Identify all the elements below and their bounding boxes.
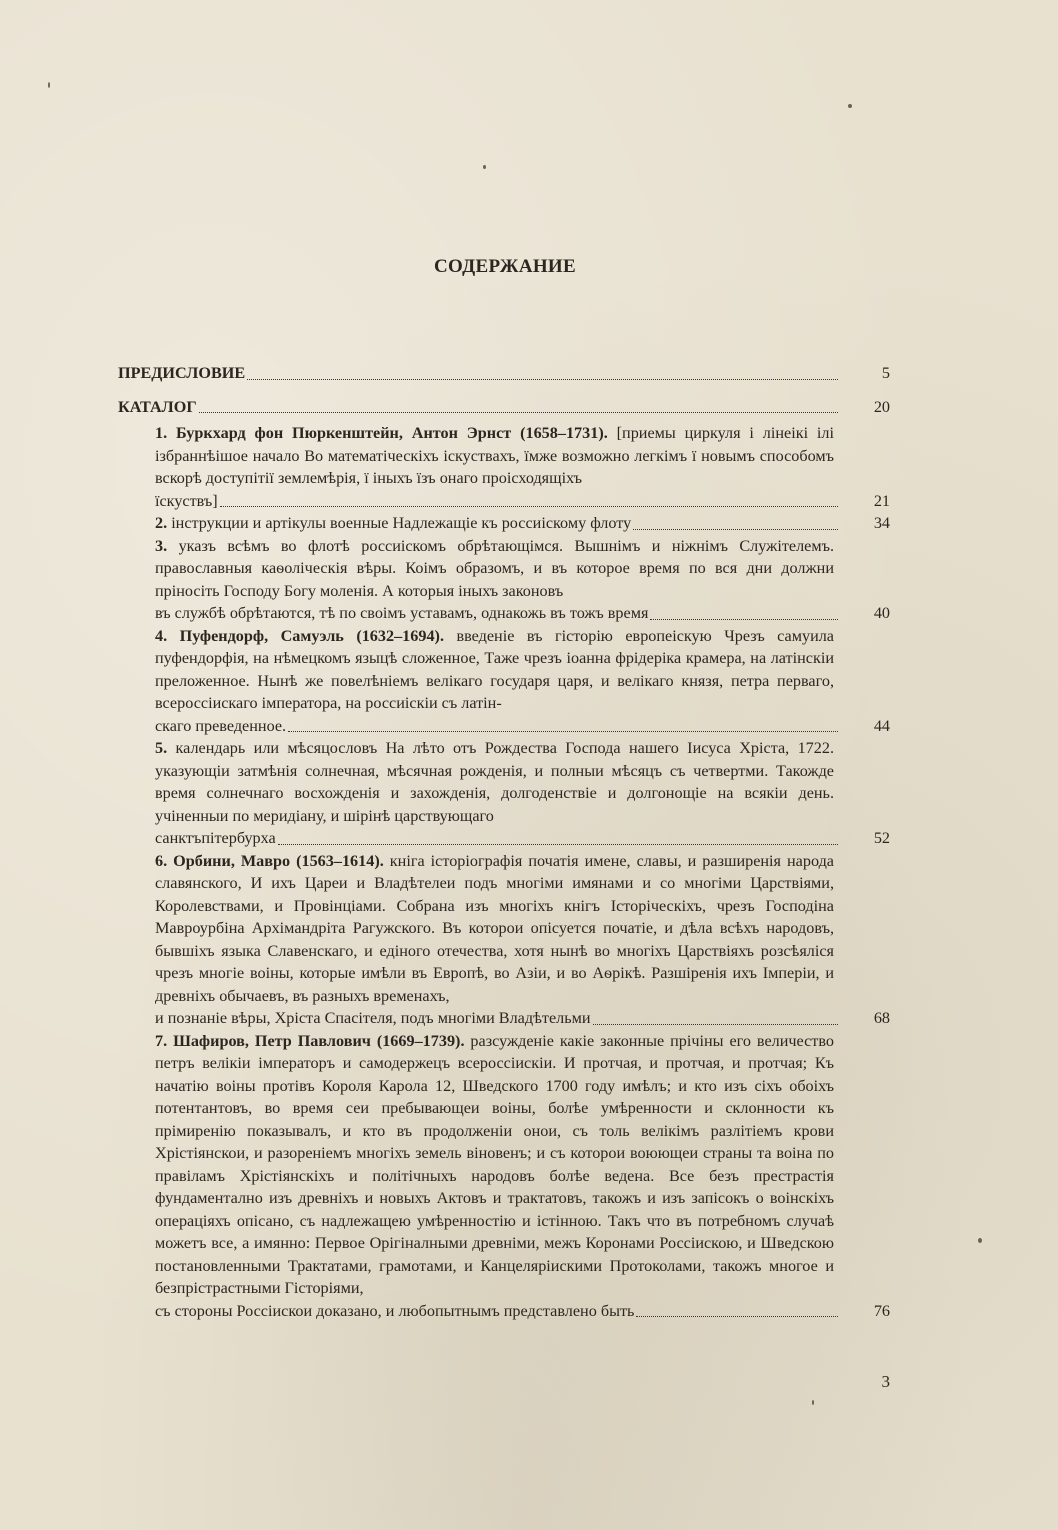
page-number: 3 <box>881 1372 890 1391</box>
toc-entry-last-line <box>155 490 890 513</box>
entry-number: 6. <box>155 851 168 870</box>
entry-number: 1. <box>155 424 168 442</box>
entry-description-tail: и познаніе вѣры, Хріста Спасітеля, подъ многіми Владѣтельми <box>155 1009 591 1027</box>
dot-leader <box>593 1024 838 1025</box>
toc-entry[interactable] <box>118 512 890 535</box>
dot-leader <box>278 844 838 845</box>
toc-entry-text <box>155 737 890 827</box>
entry-author: Пуфендорф, Самуэль (1632–1694). <box>179 626 444 645</box>
toc-page-number: 34 <box>873 514 890 532</box>
toc-entry-last-line <box>155 715 890 738</box>
toc-section-catalog[interactable] <box>118 396 890 419</box>
toc-entry[interactable] <box>118 422 890 512</box>
entry-author: Буркхард фон Пюркенштейн, Антон Эрнст (1658–1731). <box>176 424 608 442</box>
dot-leader <box>288 731 838 732</box>
entry-description: календарь или мѣсяцословъ На лѣто отъ Рождества Господа нашего Іисуса Хріста, 1722. указующіи затмѣнія солнечная, мѣсячная рожденія, и полныи мѣсяцъ съ четвертми. Такожде время солнечнаго восхожденія и захожденія, долгоденствіе и долгонощіе на всякіи день. учіненныи по меридіану, и шірінѣ царствующаго <box>155 739 834 825</box>
toc-entry-text <box>155 850 890 1008</box>
toc-entry-text <box>155 422 890 490</box>
paper-speck <box>48 82 50 88</box>
dot-leader <box>650 619 838 620</box>
toc-entry[interactable] <box>118 1030 890 1323</box>
toc-entry-last-line <box>155 1007 890 1030</box>
paper-speck <box>848 104 852 108</box>
dot-leader <box>199 412 838 413</box>
toc-page-number: 68 <box>873 1009 890 1027</box>
paper-speck <box>483 165 486 169</box>
entry-description: указъ всѣмъ во флотѣ россиіскомъ обрѣтающімся. Вышнімъ и ніжнімъ Служітелемъ. православныя каѳоліческія вѣры. Коімъ образомъ, и въ которое время по вся дни должни пріносіть Господу Богу моленія. А которыя іныхъ законовъ <box>155 536 835 600</box>
toc-entry-last-line <box>155 827 890 850</box>
dot-leader <box>636 1316 838 1317</box>
entry-description-tail: санктъпітербурха <box>155 829 276 847</box>
toc-entry[interactable] <box>118 850 890 1030</box>
entry-number: 5. <box>155 739 168 757</box>
toc-entry-last-line <box>155 602 890 625</box>
entry-author: Орбини, Мавро (1563–1614). <box>173 851 384 870</box>
toc-page-number: 44 <box>873 716 890 735</box>
toc-page-number: 21 <box>873 491 890 510</box>
toc-entry[interactable] <box>118 737 890 850</box>
entry-description: введеніе въ гісторію европеіскую Чрезъ самуила пуфендорфія, на нѣмецкомъ языцѣ сложенное, Таже чрезъ іоанна фрідеріка крамера, на латінскіи преложенное. Нынѣ же повелѣніемъ велікаго государя царя, и велікаго князя, петра перваго, всероссіискаго імператора, на россиіскіи съ латін- <box>155 626 834 712</box>
entry-description-tail: інструкции и артікулы военные Надлежащіе къ россиіскому флоту <box>171 514 632 532</box>
entry-description-tail: въ службѣ обрѣтаются, тѣ по своімъ уставамъ, однакожь въ тожъ время <box>155 604 649 622</box>
toc-entry[interactable] <box>118 535 890 625</box>
entry-description-tail: їскуствъ] <box>155 491 218 510</box>
toc-entry-text <box>155 1030 890 1300</box>
dot-leader <box>247 379 838 380</box>
toc-page-number: 40 <box>873 604 890 622</box>
toc-entry-last-line <box>155 1300 890 1323</box>
dot-leader <box>220 506 838 507</box>
dot-leader <box>633 529 838 530</box>
entry-description-tail: скаго преведенное. <box>155 716 287 735</box>
entry-author: Шафиров, Петр Павлович (1669–1739). <box>173 1031 465 1050</box>
entry-description: [приемы циркуля і лінеікі ілі ізбраннѣішое начало Во математіческіхъ іскуствахъ, їмже возможно легкімъ ї новымъ способомъ вскорѣ доступітії землемѣрія, ї іныхъ їзъ онаго проісходящіхъ <box>155 424 834 487</box>
table-of-contents <box>118 362 890 1322</box>
paper-speck <box>812 1400 814 1405</box>
toc-page-number: 76 <box>873 1301 890 1320</box>
toc-section-label: КАТАЛОГ <box>118 397 197 416</box>
entry-number: 3. <box>155 536 168 555</box>
entry-description-tail: съ стороны Россіискои доказано, и любопытнымъ представлено быть <box>155 1301 635 1320</box>
toc-entry[interactable] <box>118 625 890 738</box>
page-title: СОДЕРЖАНИЕ <box>434 256 576 277</box>
toc-page-number: 20 <box>873 397 890 416</box>
toc-entry-text <box>155 625 890 715</box>
entry-description: разсужденіе какіе законные прічіны его величество петръ велікіи імператоръ и самодержецъ всероссіискіи. И протчая, и протчая, и протчая; Къ начатію воіны протівъ Короля Карола 12, Шведского 1700 году имѣлъ; и кто изъ сіхъ обоіхъ потентантовъ, во время сеи пребывающеи воіны, болѣе умѣренности и склонности къ прімиренію показывалъ, и кто въ продолженіи онои, съ толь велікімъ разлітіемъ крови Хрістіянскои, и разореніемъ многіхъ земель віновенъ; и съ которои воюющеи страны та воіна по правіламъ Хрістіянскіхъ и політічныхъ народовъ болѣе ведена. Все безъ престрастія фундаментално изъ древніхъ и новыхъ Актовъ и трактатовъ, такожъ и изъ запісокъ о воінскіхъ операціяхъ опісано, съ надлежащею умѣренностію и істінною. Такъ что въ потребномъ случаѣ можетъ все, а имянно: Первое Орігіналными древніми, межъ Коронами Россіискою, и Шведскою постановленными Трактатами, грамотами, и Канцеляріискими Протоколами, такожъ многое и безпрістрастными Гісторіями, <box>155 1031 834 1297</box>
toc-entry-last-line <box>155 512 890 535</box>
toc-entry-text <box>155 535 890 603</box>
entry-number: 2. <box>155 514 168 532</box>
toc-page-number: 52 <box>873 829 890 847</box>
entry-description: кніга історіографія початія имене, славы, и разширенія народа славянского, И ихъ Цареи и Владѣтелеи подъ многіми имянами и со многіми Царствіями, Королевствами, и Провінціами. Собрана изъ многіхъ кнігъ Історіческіхъ, чрезъ Господіна Мавроурбіна Архімандріта Рагужского. Въ которои опісуется початіе, и дѣла всѣхъ народовъ, бывшіхъ языка Славенскаго, и едіного отечества, хотя нынѣ во многіхъ Царствіяхъ розсѣяліся чрезъ многіе воіны, которые имѣли въ Европѣ, во Азіи, и во Аѳрікѣ. Разшіренія ихъ Імперіи, и древніхъ обычаевъ, въ разныхъ временахъ, <box>155 851 834 1005</box>
paper-speck <box>978 1238 982 1243</box>
entry-number: 7. <box>155 1031 168 1050</box>
toc-section-preface[interactable] <box>118 362 890 385</box>
toc-page-number: 5 <box>881 364 890 382</box>
entry-number: 4. <box>155 626 168 645</box>
toc-section-label: ПРЕДИСЛОВИЕ <box>118 364 246 382</box>
